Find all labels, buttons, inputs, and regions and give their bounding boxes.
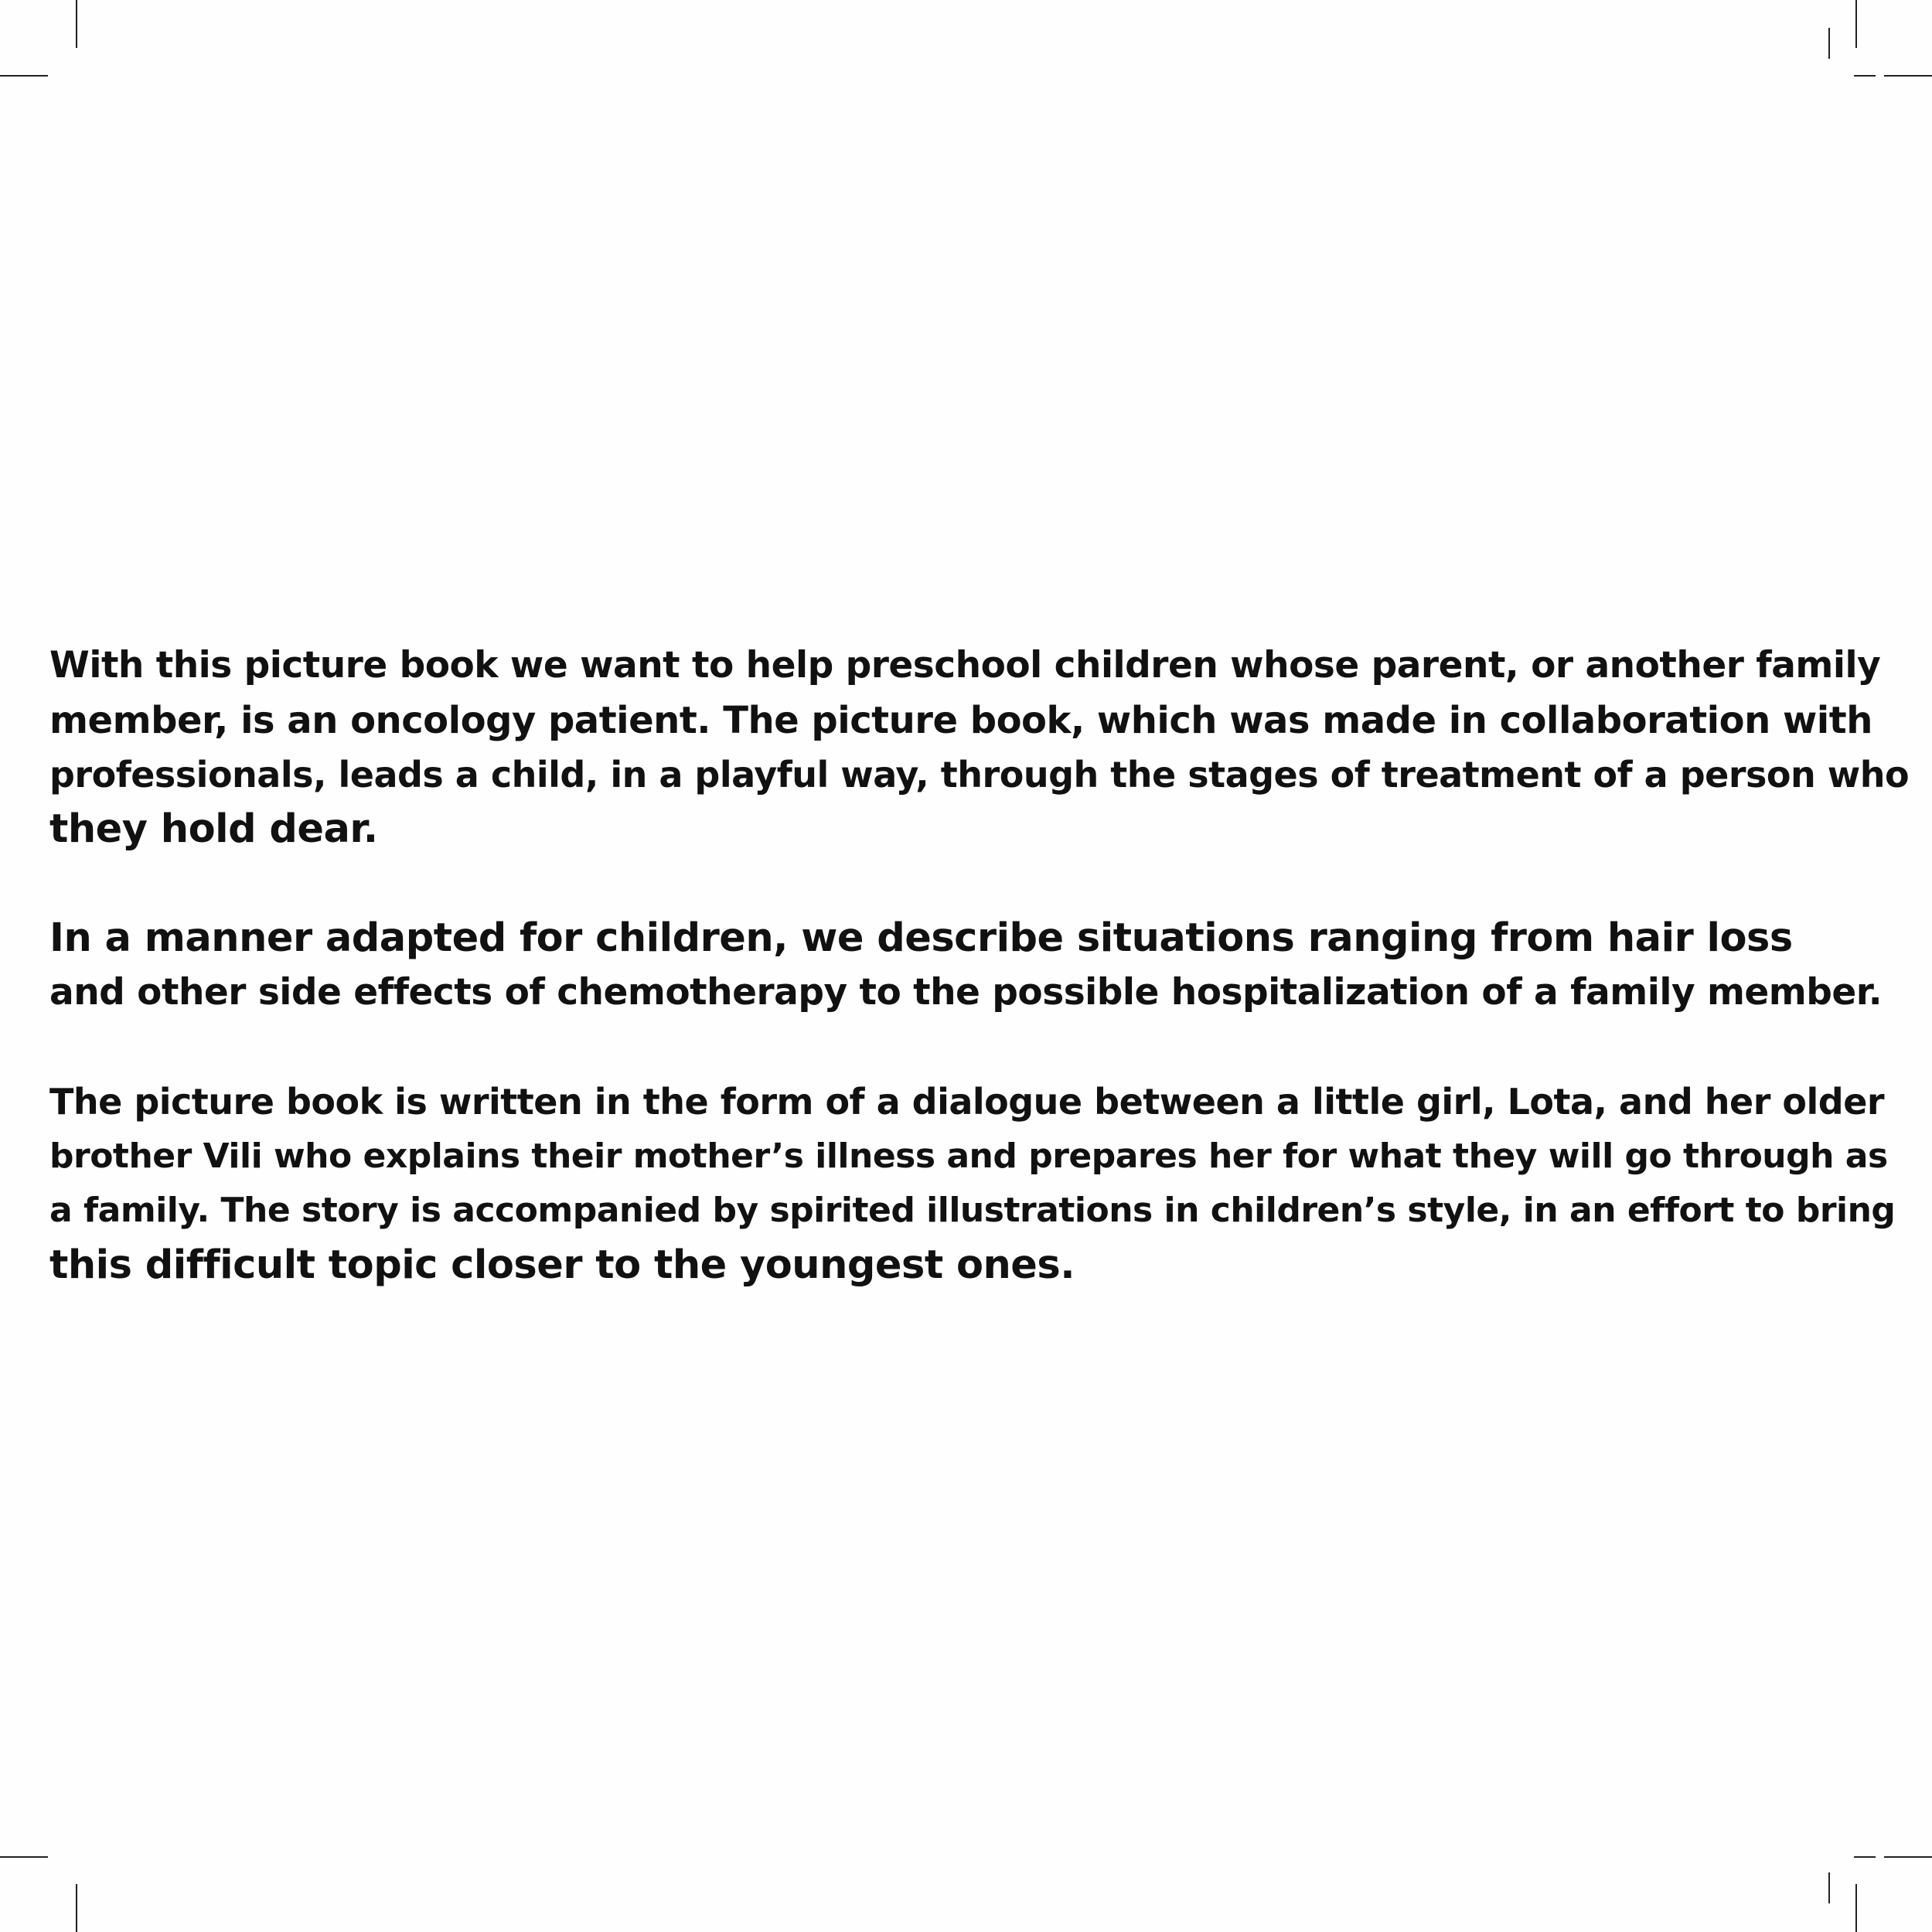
text-line: this difficult topic closer to the youngest ones.: [49, 1242, 1075, 1288]
text-line: a family. The story is accompanied by spirited illustrations in children’s style, in an effort to bring: [49, 1191, 1896, 1230]
text-line: member, is an oncology patient. The picture book, which was made in collaboration with: [49, 698, 1872, 742]
paragraph-story: [49, 1075, 1905, 1293]
crop-mark-bottom-right-vertical-inner: [1828, 1872, 1830, 1903]
paragraph-purpose: [49, 639, 1910, 857]
text-line: they hold dear.: [49, 806, 378, 852]
crop-mark-top-left-vertical: [76, 0, 77, 48]
crop-mark-top-left-horizontal: [0, 75, 48, 77]
crop-mark-bottom-left-horizontal: [0, 1856, 48, 1858]
crop-mark-top-right-horizontal: [1884, 75, 1932, 77]
crop-mark-bottom-left-vertical: [76, 1884, 77, 1932]
crop-mark-top-right-vertical-inner: [1828, 28, 1830, 59]
text-line: The picture book is written in the form of a dialogue between a little girl, Lota, and her older: [49, 1081, 1885, 1123]
crop-mark-top-right-vertical: [1855, 0, 1857, 48]
text-line: In a manner adapted for children, we describe situations ranging from hair loss: [49, 915, 1793, 961]
text-line: and other side effects of chemotherapy to the possible hospitalization of a family member.: [49, 971, 1883, 1014]
crop-mark-bottom-right-horizontal-inner: [1854, 1856, 1876, 1858]
description-text-block: [49, 639, 1910, 1293]
text-line: brother Vili who explains their mother’s illness and prepares her for what they will go through as: [49, 1136, 1888, 1176]
text-line: professionals, leads a child, in a playful way, through the stages of treatment of a person who: [49, 754, 1910, 796]
crop-mark-bottom-right-horizontal: [1884, 1856, 1932, 1858]
text-line: With this picture book we want to help preschool children whose parent, or another family: [49, 644, 1881, 687]
paragraph-situations: [49, 911, 1905, 1021]
crop-mark-bottom-right-vertical: [1855, 1884, 1857, 1932]
crop-mark-top-right-horizontal-inner: [1854, 75, 1876, 77]
